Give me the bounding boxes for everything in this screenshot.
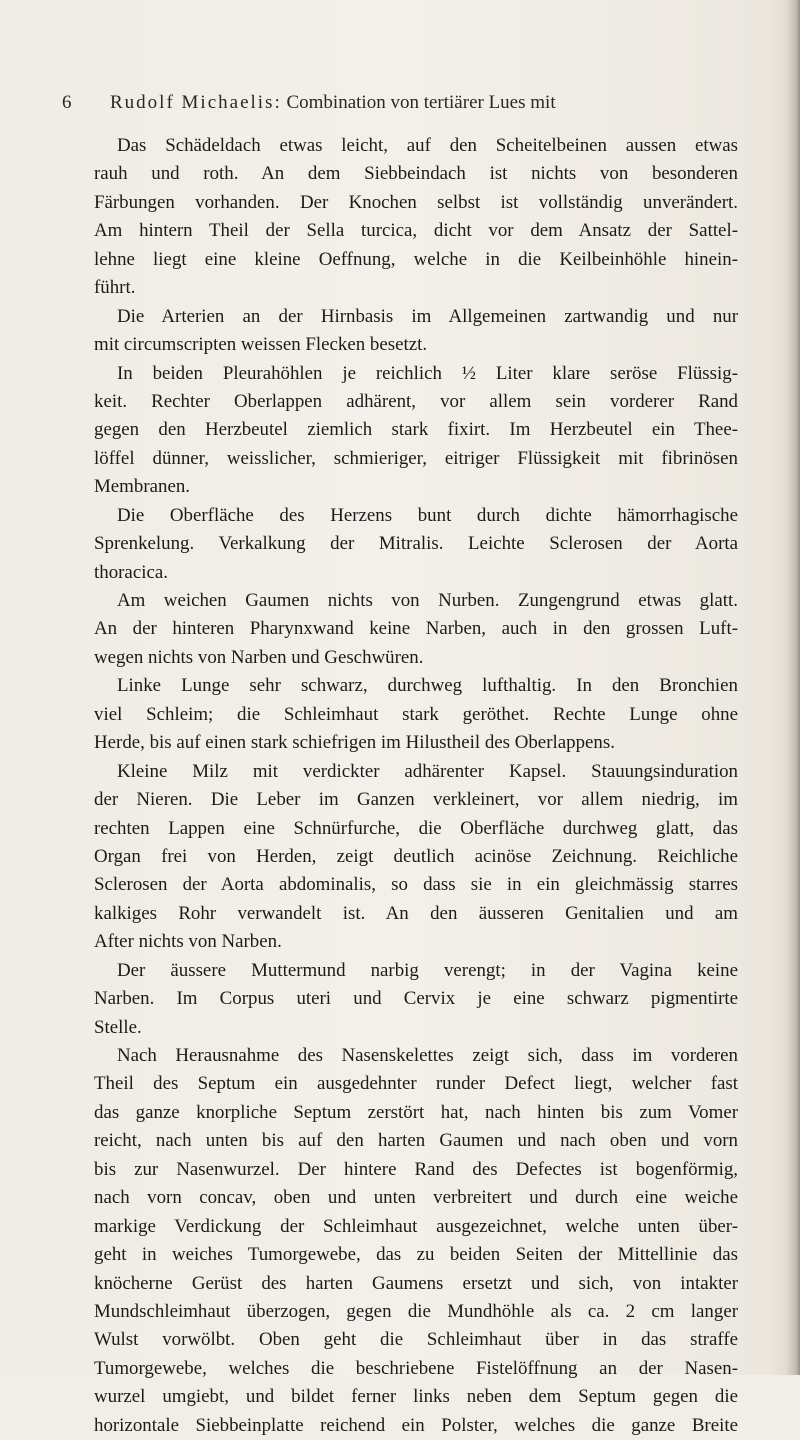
- text-line: gegen den Herzbeutel ziemlich stark fixirt. Im Herzbeutel ein Thee-: [94, 419, 738, 441]
- text-line: führt.: [94, 277, 136, 299]
- text-line: Färbungen vorhanden. Der Knochen selbst ist vollständig unverändert.: [94, 191, 738, 213]
- text-line: rauh und roth. An dem Siebbeindach ist nichts von besonderen: [94, 163, 738, 185]
- text-line: In beiden Pleurahöhlen je reichlich ½ Liter klare seröse Flüssig-: [117, 362, 738, 384]
- text-line: Membranen.: [94, 476, 190, 498]
- text-line: Am hintern Theil der Sella turcica, dicht vor dem Ansatz der Sattel-: [94, 220, 738, 242]
- text-line: der Nieren. Die Leber im Ganzen verkleinert, vor allem niedrig, im: [94, 789, 738, 811]
- text-line: Der äussere Muttermund narbig verengt; in der Vagina keine: [117, 959, 738, 981]
- text-line: Mundschleimhaut überzogen, gegen die Mundhöhle als ca. 2 cm langer: [94, 1300, 738, 1322]
- text-line: Herde, bis auf einen stark schiefrigen im Hilustheil des Oberlappens.: [94, 732, 615, 754]
- text-line: Stelle.: [94, 1016, 142, 1038]
- text-line: Sprenkelung. Verkalkung der Mitralis. Leichte Sclerosen der Aorta: [94, 533, 738, 555]
- text-line: Die Oberfläche des Herzens bunt durch dichte hämorrhagische: [117, 504, 738, 526]
- text-line: nach vorn concav, oben und unten verbreitert und durch eine weiche: [94, 1187, 738, 1209]
- text-line: An der hinteren Pharynxwand keine Narben, auch in den grossen Luft-: [94, 618, 738, 640]
- text-line: keit. Rechter Oberlappen adhärent, vor allem sein vorderer Rand: [94, 390, 738, 412]
- text-line: Linke Lunge sehr schwarz, durchweg lufthaltig. In den Bronchien: [117, 675, 738, 697]
- page-number: 6: [62, 92, 72, 113]
- text-line: Wulst vorwölbt. Oben geht die Schleimhaut über in das straffe: [94, 1329, 738, 1351]
- text-line: Nach Herausnahme des Nasenskelettes zeigt sich, dass im vorderen: [117, 1045, 738, 1066]
- text-line: Theil des Septum ein ausgedehnter runder Defect liegt, welcher fast: [94, 1073, 738, 1095]
- text-line: reicht, nach unten bis auf den harten Gaumen und nach oben und vorn: [94, 1130, 738, 1152]
- text-line: Das Schädeldach etwas leicht, auf den Scheitelbeinen aussen etwas: [117, 135, 738, 156]
- text-line: Sclerosen der Aorta abdominalis, so dass sie in ein gleichmässig starres: [94, 874, 738, 896]
- running-header: [62, 92, 722, 122]
- text-line: das ganze knorpliche Septum zerstört hat, nach hinten bis zum Vomer: [94, 1101, 738, 1123]
- body-text: [94, 132, 738, 1440]
- text-line: thoracica.: [94, 561, 168, 583]
- text-line: knöcherne Gerüst des harten Gaumens ersetzt und sich, von intakter: [94, 1272, 738, 1294]
- running-author: Rudolf Michaelis:: [110, 92, 282, 113]
- text-line: kalkiges Rohr verwandelt ist. An den äusseren Genitalien und am: [94, 902, 738, 924]
- text-line: horizontale Siebbeinplatte reichend ein Polster, welches die ganze Breite: [94, 1414, 738, 1436]
- text-line: Die Arterien an der Hirnbasis im Allgemeinen zartwandig und nur: [117, 305, 738, 327]
- text-line: wegen nichts von Narben und Geschwüren.: [94, 646, 424, 668]
- text-line: Kleine Milz mit verdickter adhärenter Kapsel. Stauungsinduration: [117, 760, 738, 782]
- page-edge-shadow: [786, 0, 800, 1375]
- text-line: viel Schleim; die Schleimhaut stark geröthet. Rechte Lunge ohne: [94, 703, 738, 725]
- running-title-text: Combination von tertiärer Lues mit: [286, 92, 556, 113]
- text-line: Organ frei von Herden, zeigt deutlich acinöse Zeichnung. Reichliche: [94, 845, 738, 867]
- text-line: bis zur Nasenwurzel. Der hintere Rand des Defectes ist bogenförmig,: [94, 1158, 738, 1180]
- text-line: löffel dünner, weisslicher, schmieriger, eitriger Flüssigkeit mit fibrinösen: [94, 447, 738, 469]
- text-line: Tumorgewebe, welches die beschriebene Fistelöffnung an der Nasen-: [94, 1357, 738, 1379]
- text-line: lehne liegt eine kleine Oeffnung, welche in die Keilbeinhöhle hinein-: [94, 248, 738, 270]
- running-title: [110, 92, 556, 114]
- text-line: mit circumscripten weissen Flecken besetzt.: [94, 334, 428, 356]
- text-line: Am weichen Gaumen nichts von Nurben. Zungengrund etwas glatt.: [117, 590, 738, 611]
- text-line: rechten Lappen eine Schnürfurche, die Oberfläche durchweg glatt, das: [94, 817, 738, 839]
- text-line: markige Verdickung der Schleimhaut ausgezeichnet, welche unten über-: [94, 1215, 738, 1237]
- text-line: geht in weiches Tumorgewebe, das zu beiden Seiten der Mittellinie das: [94, 1244, 738, 1266]
- text-line: After nichts von Narben.: [94, 931, 282, 953]
- text-line: Narben. Im Corpus uteri und Cervix je eine schwarz pigmentirte: [94, 988, 738, 1010]
- text-line: wurzel umgiebt, und bildet ferner links neben dem Septum gegen die: [94, 1386, 738, 1408]
